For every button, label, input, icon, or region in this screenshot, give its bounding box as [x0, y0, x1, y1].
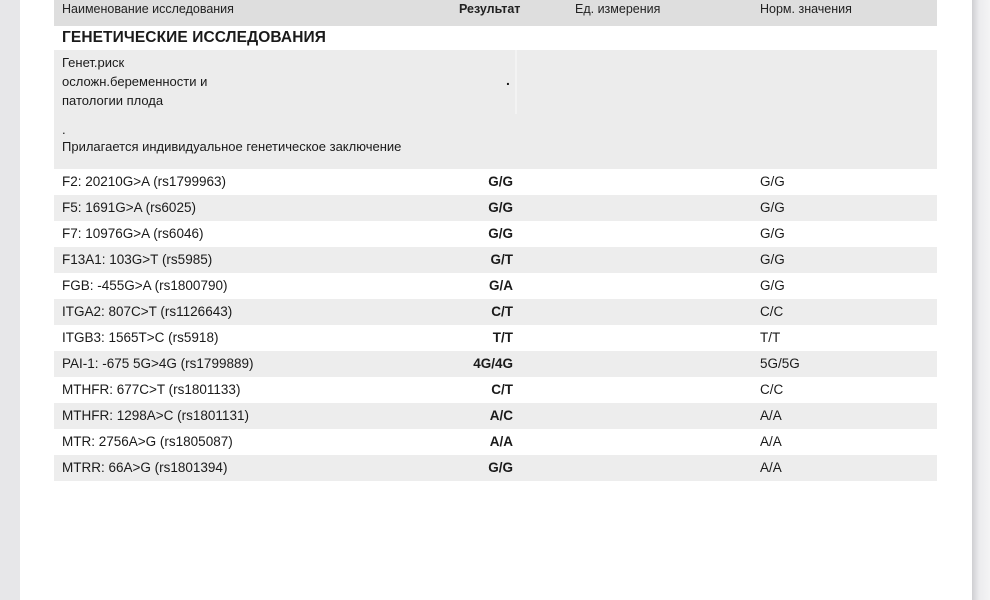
row-result: G/G — [488, 460, 513, 475]
row-norm: G/G — [760, 252, 785, 267]
row-norm: C/C — [760, 304, 784, 319]
risk-label — [62, 53, 207, 110]
table-row — [54, 221, 937, 247]
row-result: A/A — [489, 434, 513, 449]
note-dot: . — [62, 122, 66, 137]
table-header — [54, 0, 937, 26]
header-name: Наименование исследования — [62, 2, 234, 16]
row-result: 4G/4G — [473, 356, 513, 371]
header-result: Результат — [459, 2, 521, 16]
row-norm: G/G — [760, 200, 785, 215]
header-norm: Норм. значения — [760, 2, 852, 16]
risk-result: . — [506, 72, 510, 88]
row-norm: A/A — [760, 460, 782, 475]
row-name: F7: 10976G>A (rs6046) — [62, 226, 204, 241]
table-row — [54, 403, 937, 429]
row-result: C/T — [491, 304, 513, 319]
table-row — [54, 169, 937, 195]
row-result: G/G — [488, 174, 513, 189]
row-result: G/A — [488, 278, 513, 293]
row-norm: G/G — [760, 174, 785, 189]
results-table — [54, 0, 937, 481]
page-edge — [972, 0, 990, 600]
risk-label-line: патологии плода — [62, 93, 164, 108]
row-name: MTR: 2756A>G (rs1805087) — [62, 434, 233, 449]
row-name: MTHFR: 677C>T (rs1801133) — [62, 382, 241, 397]
row-norm: C/C — [760, 382, 784, 397]
row-name: MTRR: 66A>G (rs1801394) — [62, 460, 228, 475]
row-norm: A/A — [760, 408, 782, 423]
row-norm: A/A — [760, 434, 782, 449]
risk-label-line: Генет.риск — [62, 55, 125, 70]
row-result: G/T — [490, 252, 513, 267]
row-name: PAI-1: -675 5G>4G (rs1799889) — [62, 356, 254, 371]
row-norm: T/T — [760, 330, 781, 345]
row-result: A/C — [489, 408, 513, 423]
row-result: G/G — [488, 226, 513, 241]
row-result: G/G — [488, 200, 513, 215]
table-row — [54, 247, 937, 273]
row-norm: G/G — [760, 278, 785, 293]
row-name: MTHFR: 1298A>C (rs1801131) — [62, 408, 249, 423]
row-result: C/T — [491, 382, 513, 397]
row-result: T/T — [492, 330, 513, 345]
table-body — [54, 169, 937, 481]
table-row — [54, 429, 937, 455]
table-row — [54, 195, 937, 221]
table-row — [54, 273, 937, 299]
row-name: F13A1: 103G>T (rs5985) — [62, 252, 213, 267]
section-title: ГЕНЕТИЧЕСКИЕ ИССЛЕДОВАНИЯ — [62, 29, 326, 46]
note-block — [54, 114, 937, 169]
table-row — [54, 455, 937, 481]
risk-label-line: осложн.беременности и — [62, 74, 208, 89]
row-name: F5: 1691G>A (rs6025) — [62, 200, 196, 215]
header-unit: Ед. измерения — [575, 2, 661, 16]
note-text: Прилагается индивидуальное генетическое заключение — [62, 139, 402, 154]
row-norm: 5G/5G — [760, 356, 800, 371]
row-name: F2: 20210G>A (rs1799963) — [62, 174, 226, 189]
row-name: ITGB3: 1565T>C (rs5918) — [62, 330, 219, 345]
row-name: ITGA2: 807C>T (rs1126643) — [62, 304, 233, 319]
table-row — [54, 351, 937, 377]
table-row — [54, 377, 937, 403]
column-separator — [515, 50, 517, 114]
table-row — [54, 299, 937, 325]
row-name: FGB: -455G>A (rs1800790) — [62, 278, 228, 293]
table-row — [54, 325, 937, 351]
risk-block — [54, 50, 937, 114]
row-norm: G/G — [760, 226, 785, 241]
